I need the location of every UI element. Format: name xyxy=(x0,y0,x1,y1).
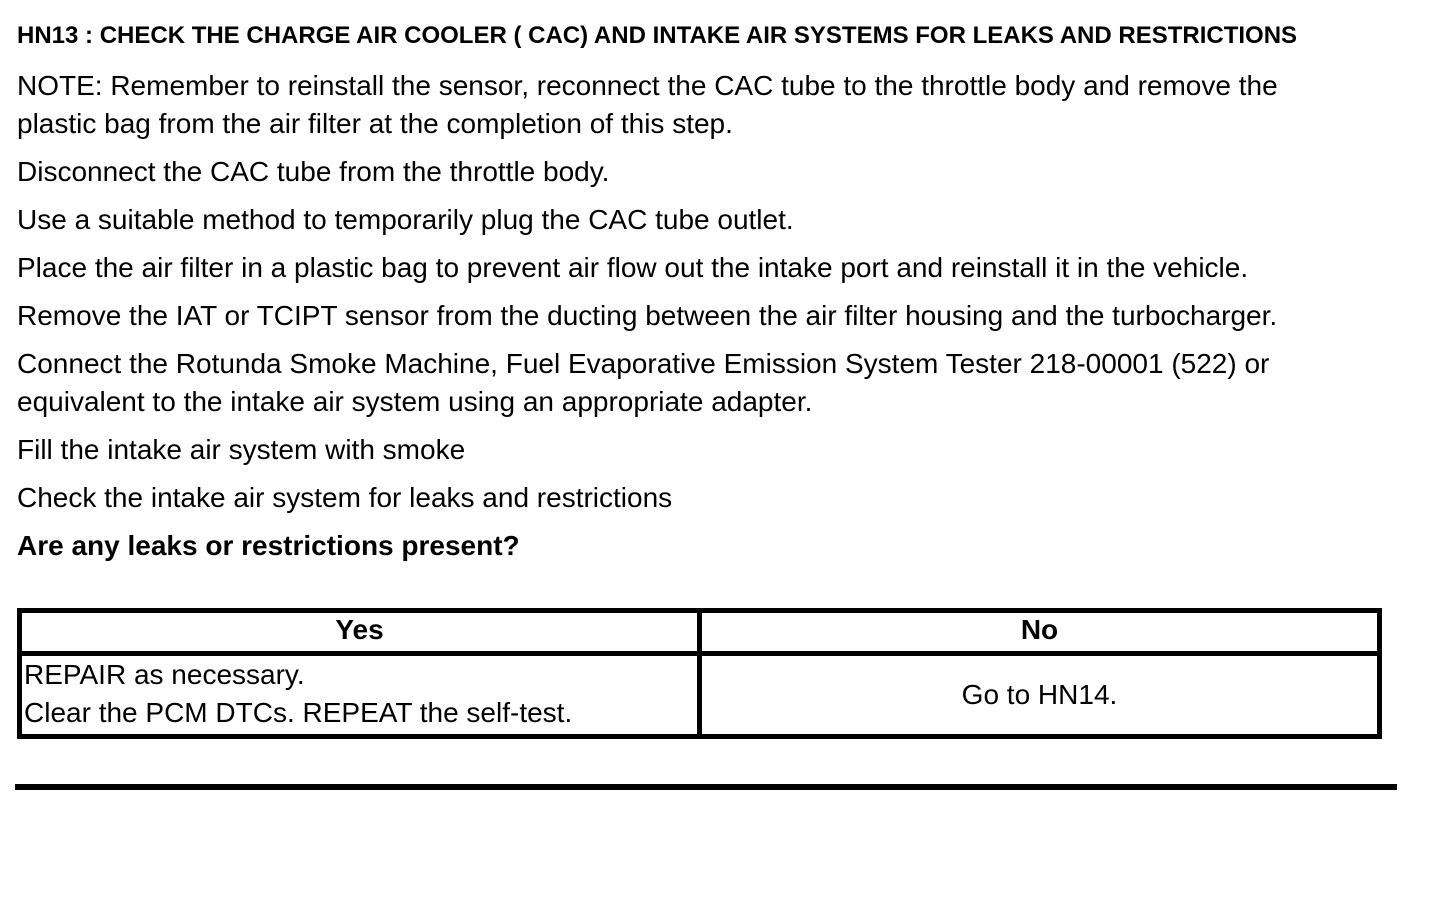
no-action-cell: Go to HN14. xyxy=(700,654,1380,737)
question-text: Are any leaks or restrictions present? xyxy=(17,530,520,561)
step-instruction-3: Place the air filter in a plastic bag to prevent air flow out the intake port and reinstall it in the vehicle. xyxy=(17,252,1249,283)
no-column-header: No xyxy=(700,611,1380,654)
yes-action-cell xyxy=(20,654,700,737)
step-instruction-2: Use a suitable method to temporarily plug the CAC tube outlet. xyxy=(17,204,794,235)
decision-table-header-row xyxy=(20,611,1380,654)
decision-table-row xyxy=(20,654,1380,737)
page-title: HN13 : CHECK THE CHARGE AIR COOLER ( CAC) AND INTAKE AIR SYSTEMS FOR LEAKS AND RESTRICTIONS xyxy=(17,22,1298,49)
horizontal-divider xyxy=(15,784,1397,790)
note-paragraph: NOTE: Remember to reinstall the sensor, reconnect the CAC tube to the throttle body and remove the plastic bag from the air filter at the completion of this step. xyxy=(17,70,1278,139)
step-instruction-7: Check the intake air system for leaks and restrictions xyxy=(17,482,673,513)
step-instruction-1: Disconnect the CAC tube from the throttle body. xyxy=(17,156,610,187)
step-instruction-6: Fill the intake air system with smoke xyxy=(17,434,466,465)
yes-action-line-1: REPAIR as necessary. xyxy=(24,659,305,690)
decision-table xyxy=(17,608,1382,739)
step-instruction-5: Connect the Rotunda Smoke Machine, Fuel Evaporative Emission System Tester 218-00001 (522) or equivalent to the intake air system using an appropriate adapter. xyxy=(17,348,1270,417)
step-instruction-4: Remove the IAT or TCIPT sensor from the ducting between the air filter housing and the turbocharger. xyxy=(17,300,1278,331)
yes-column-header: Yes xyxy=(20,611,700,654)
yes-action-line-2: Clear the PCM DTCs. REPEAT the self-test. xyxy=(24,697,573,728)
